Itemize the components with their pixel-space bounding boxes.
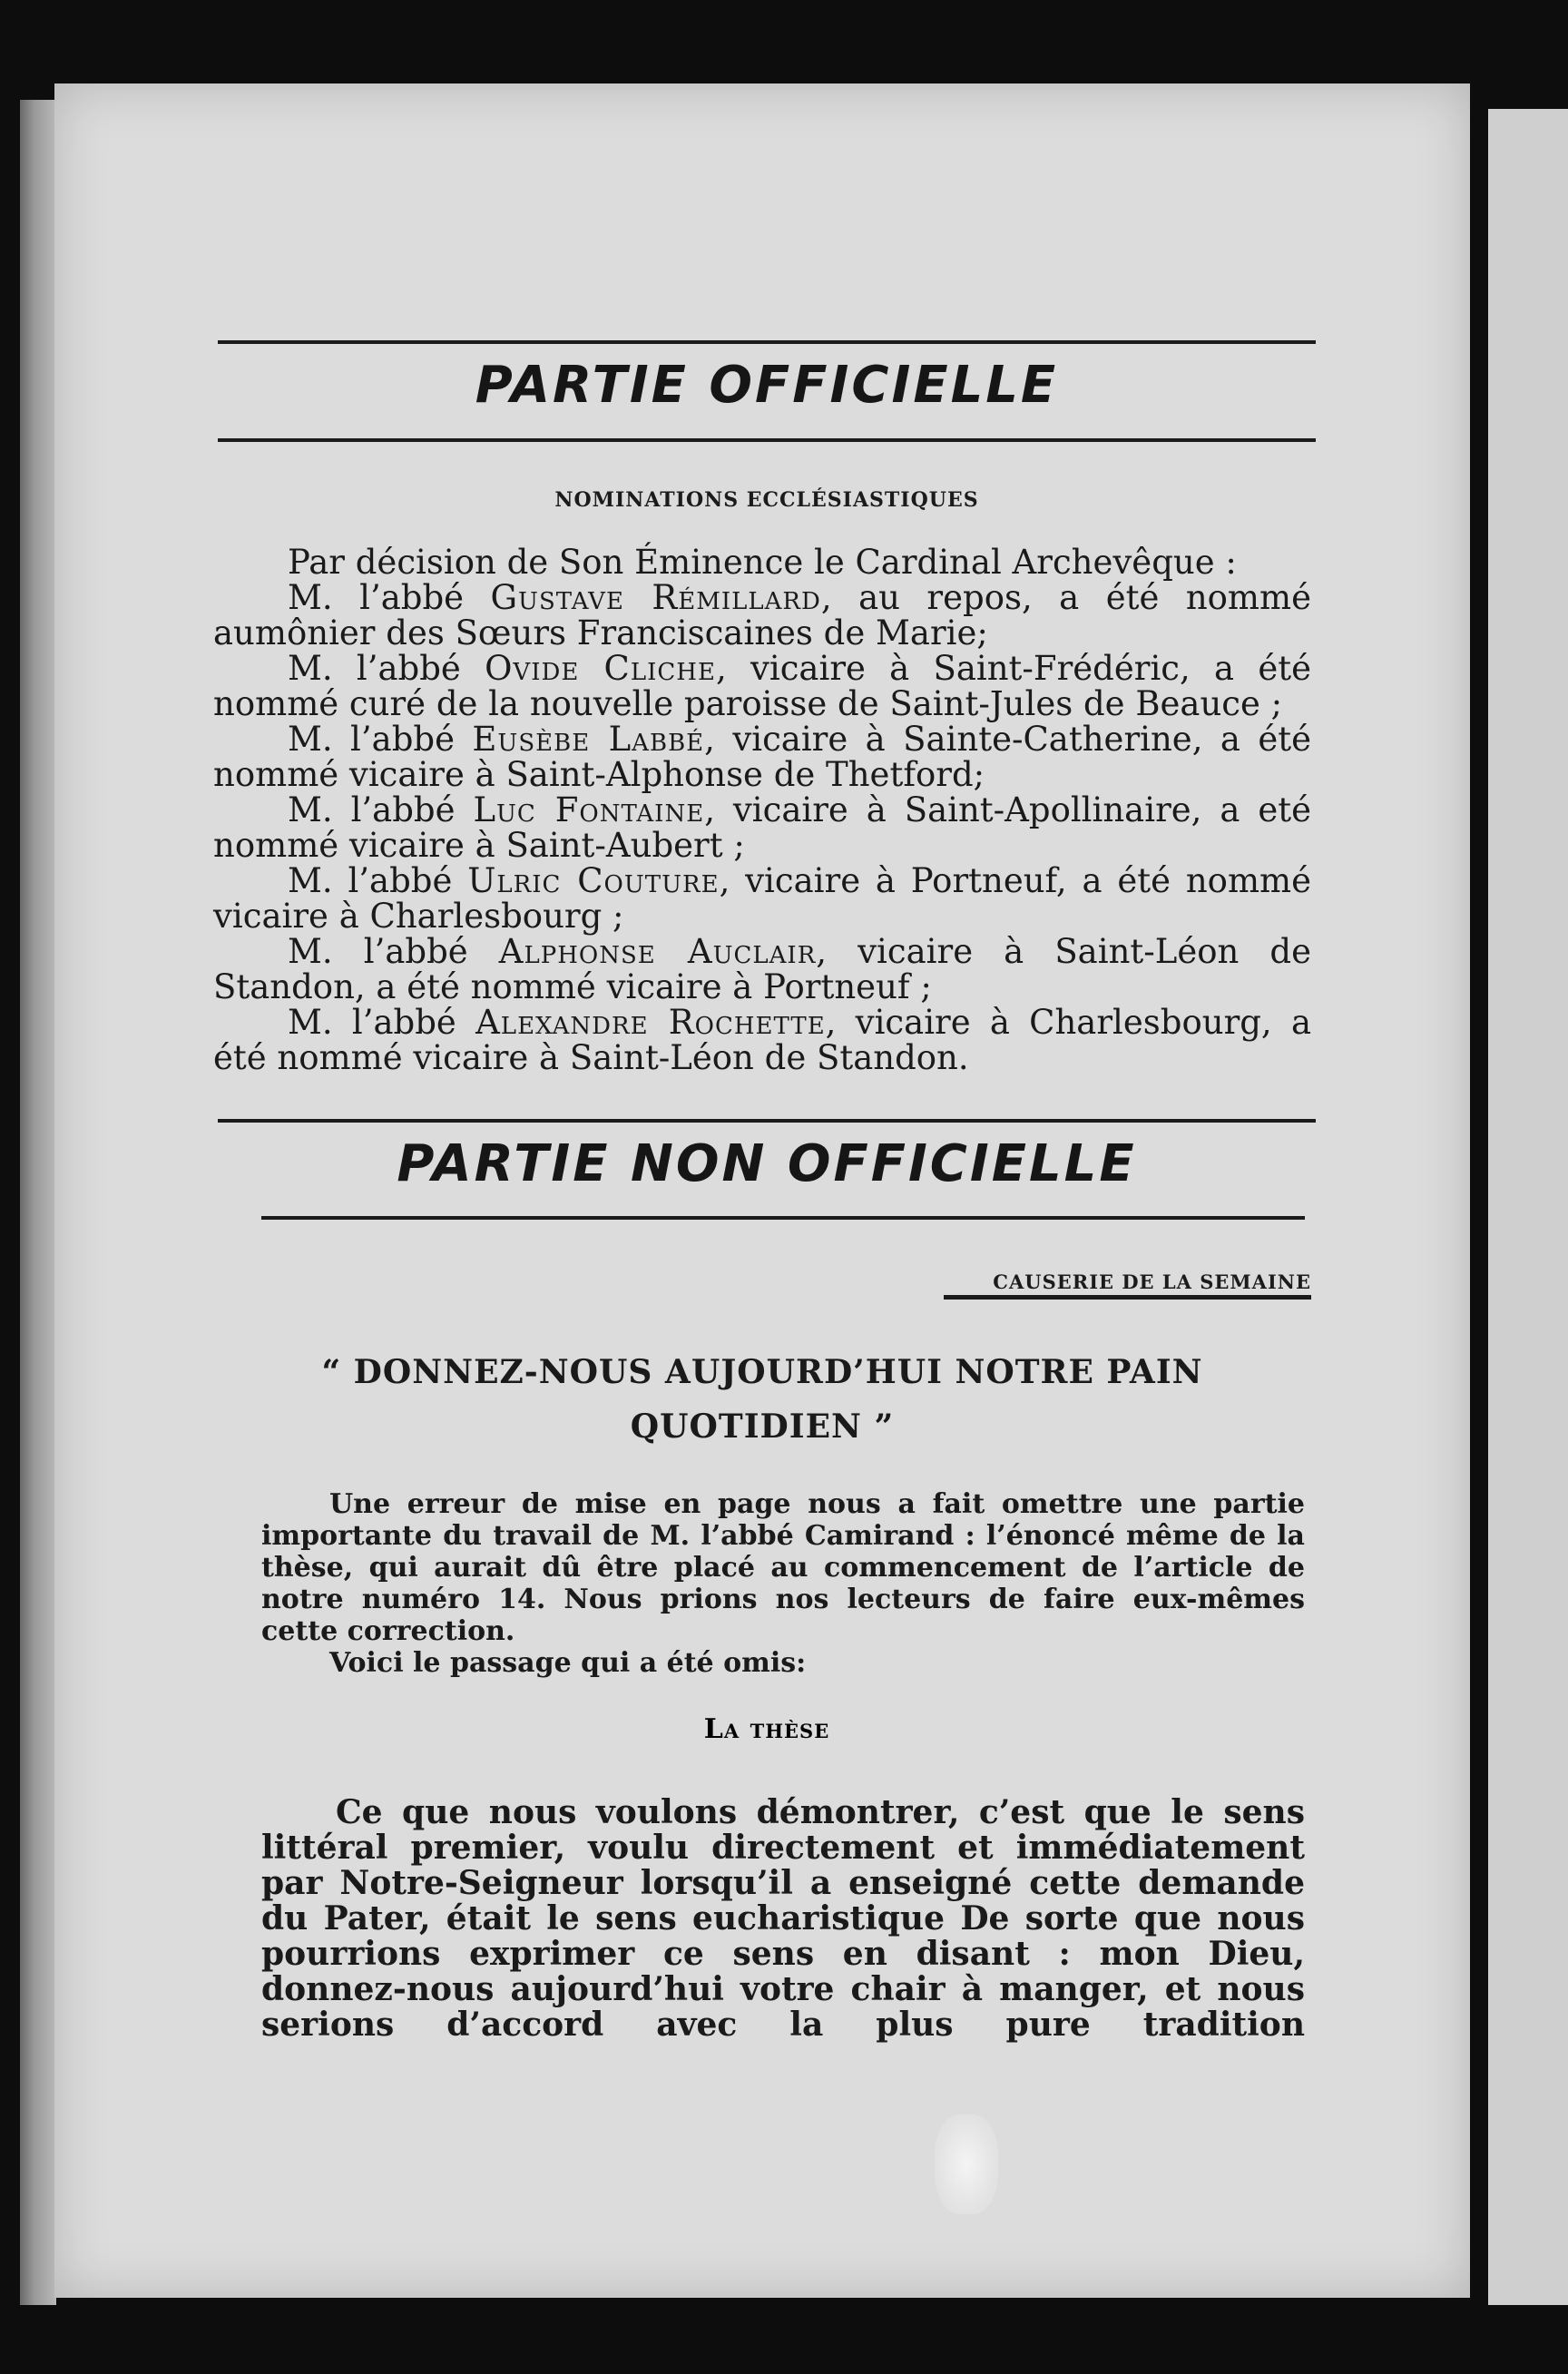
these-heading: La thèse xyxy=(703,1713,830,1745)
nomination-item: M. l’abbé Alexandre Rochette, vicaire à Charlesbourg, a été nommé vicaire à Saint-Léon de Standon. xyxy=(213,1003,1312,1077)
nomination-item: M. l’abbé Luc Fontaine, vicaire à Saint-Apollinaire, a eté nommé vicaire à Saint-Aubert ; xyxy=(213,790,1311,865)
notice-paragraph: Une erreur de mise en page nous a fait omettre une partie importante du travail de M. l’abbé Camirand : l’énoncé même de la thèse, qui aurait dû être placé au commencement de l’article de notre numéro 14. Nous prions nos lecteurs de faire eux-mêmes cette correction. xyxy=(261,1488,1305,1647)
article-title-line1: “ DONNEZ-NOUS AUJOURD’HUI NOTRE PAIN xyxy=(321,1353,1203,1391)
official-title-underline xyxy=(218,438,1316,442)
non-official-top-rule xyxy=(218,1119,1316,1123)
causerie-label: CAUSERIE DE LA SEMAINE xyxy=(944,1270,1311,1300)
nominations-intro: Par décision de Son Éminence le Cardinal Archevêque : xyxy=(288,543,1237,582)
nomination-item: M. l’abbé Alphonse Auclair, vicaire à Saint-Léon de Standon, a été nommé vicaire à Portneuf ; xyxy=(213,932,1312,1006)
article-title-line2: QUOTIDIEN ” xyxy=(630,1408,895,1446)
page-edge xyxy=(20,100,56,2305)
non-official-title-underline xyxy=(261,1216,1305,1220)
nominations-subhead: NOMINATIONS ECCLÉSIASTIQUES xyxy=(554,488,979,512)
notice-paragraph: Voici le passage qui a été omis: xyxy=(329,1647,807,1679)
nominations-block xyxy=(213,544,1311,1075)
adjacent-page xyxy=(1488,109,1568,2305)
non-official-title: PARTIE NON OFFICIELLE xyxy=(397,1134,1137,1193)
official-title: PARTIE OFFICIELLE xyxy=(475,356,1059,415)
paper-stain xyxy=(935,2114,998,2214)
nomination-item: M. l’abbé Gustave Rémillard, au repos, a été nommé aumônier des Sœurs Franciscaines de Marie; xyxy=(213,578,1311,652)
nomination-item: M. l’abbé Ovide Cliche, vicaire à Saint-Frédéric, a été nommé curé de la nouvelle paroisse de Saint-Jules de Beauce ; xyxy=(213,649,1311,723)
nomination-item: M. l’abbé Eusèbe Labbé, vicaire à Sainte-Catherine, a été nommé vicaire à Saint-Alphonse de Thetford; xyxy=(213,720,1311,794)
erratum-notice xyxy=(261,1488,1305,1679)
these-paragraph: Ce que nous voulons démontrer, c’est que le sens littéral premier, voulu directement et immédiatement par Notre-Seigneur lorsqu’il a enseigné cette demande du Pater, était le sens eucharistique De sorte que nous pourrions exprimer ce sens en disant : mon Dieu, donnez-nous aujourd’hui votre chair à manger, et nous serions d’accord avec la plus pure tradition xyxy=(261,1793,1305,2044)
nomination-item: M. l’abbé Ulric Couture, vicaire à Portneuf, a été nommé vicaire à Charlesbourg ; xyxy=(213,861,1312,936)
these-body xyxy=(261,1795,1305,2043)
top-rule xyxy=(218,340,1316,344)
